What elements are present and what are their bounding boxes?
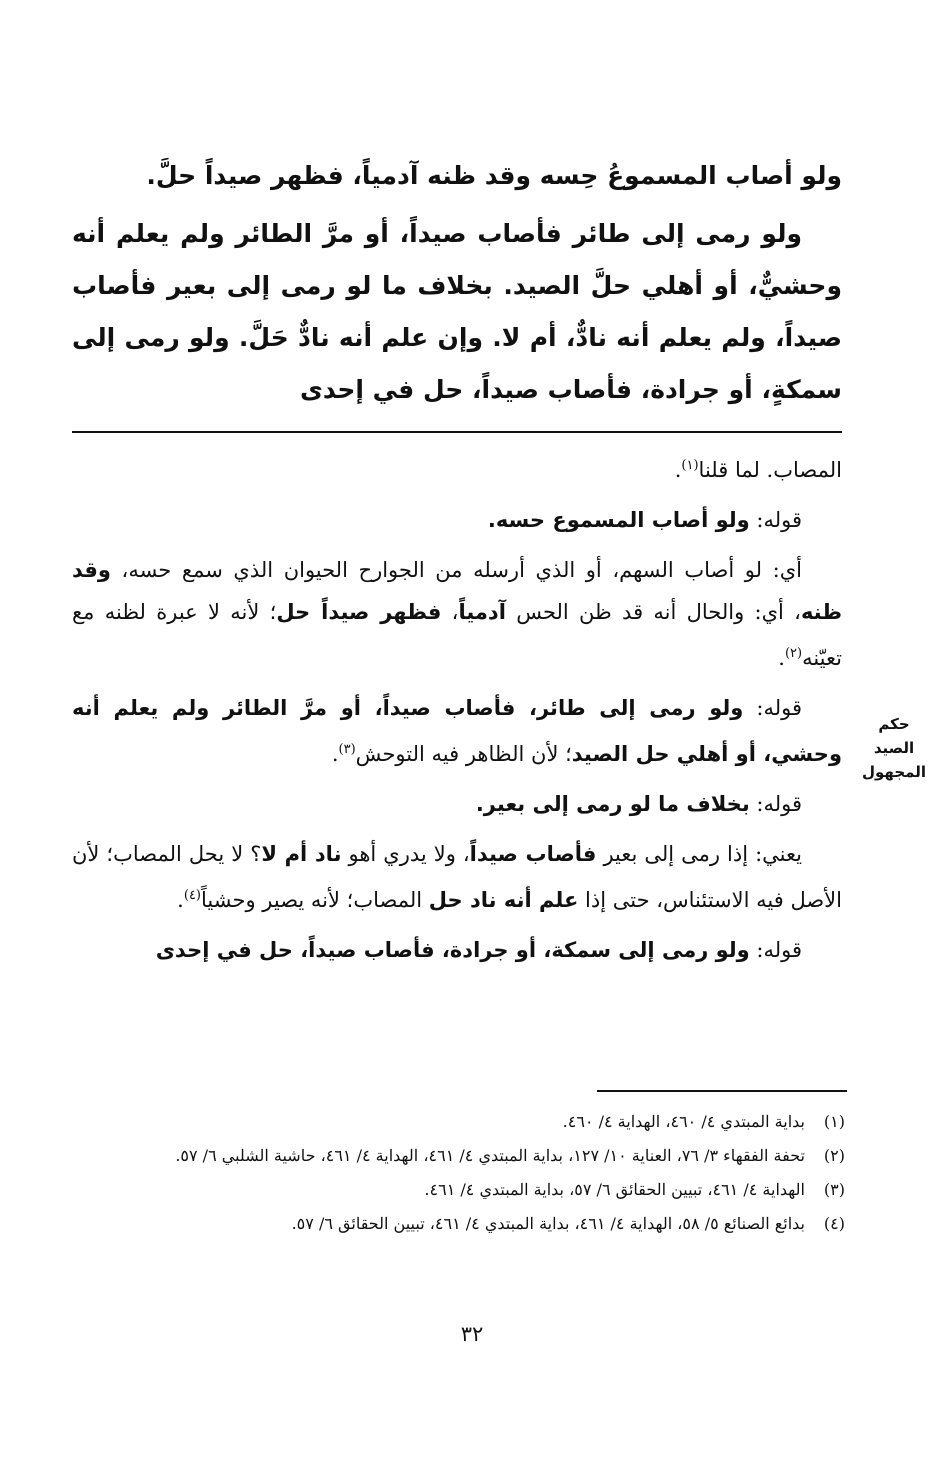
matn-paragraph-1: ولو أصاب المسموعُ حِسه وقد ظنه آدمياً، فظهر صيداً حلَّ. <box>146 161 842 190</box>
footnote-ref: (٢) <box>784 646 803 661</box>
footnote-ref: (٤) <box>183 888 201 903</box>
commentary-paragraph-7: قوله: ولو رمى إلى سمكة، أو جرادة، فأصاب صيداً، حل في إحدى <box>155 938 802 962</box>
footnotes <box>80 1105 845 1241</box>
commentary-paragraph-2: قوله: ولو أصاب المسموع حسه. <box>487 508 802 532</box>
footnote <box>80 1105 845 1139</box>
commentary-paragraph-5: قوله: بخلاف ما لو رمى إلى بعير. <box>475 792 802 816</box>
commentary-block <box>72 445 842 979</box>
commentary-paragraph-4: قوله: ولو رمى إلى طائر، فأصاب صيداً، أو مرَّ الطائر ولم يعلم أنه وحشي، أو أهلي حل الصيد؛ لأن الظاهر فيه التوحش$^{(٣)}$. <box>72 696 842 766</box>
footnote <box>80 1139 845 1173</box>
footnote-number: (١) <box>823 1112 845 1131</box>
main-text-block <box>72 150 842 416</box>
margin-heading-line: المجهول <box>862 763 926 781</box>
footnote-text: الهداية ٤/ ٤٦١، تبيين الحقائق ٦/ ٥٧، بداية المبتدي ٤/ ٤٦١. <box>424 1180 805 1199</box>
footnote-text: تحفة الفقهاء ٣/ ٧٦، العناية ١٠/ ١٢٧، بداية المبتدي ٤/ ٤٦١، الهداية ٤/ ٤٦١، حاشية الشلبي ٦/ ٥٧. <box>175 1146 805 1165</box>
margin-heading-line: حكم <box>878 715 910 733</box>
footnote-number: (٣) <box>823 1180 845 1199</box>
footnote-text: بدائع الصنائع ٥/ ٥٨، الهداية ٤/ ٤٦١، بداية المبتدي ٤/ ٤٦١، تبيين الحقائق ٦/ ٥٧. <box>291 1214 805 1233</box>
page-number: ٣٢ <box>460 1322 484 1346</box>
margin-heading <box>852 712 936 784</box>
matn-paragraph-2: ولو رمى إلى طائر فأصاب صيداً، أو مرَّ الطائر ولم يعلم أنه وحشيٌّ، أو أهلي حلَّ الصيد. بخلاف ما لو رمى إلى بعير فأصاب صيداً، ولم يعلم أنه نادٌّ، أم لا. وإن علم أنه نادٌّ حَلَّ. ولو رمى إلى سمكةٍ، أو جرادة، فأصاب صيداً، حل في إحدى <box>72 219 842 404</box>
commentary-paragraph-3: أي: لو أصاب السهم، أو الذي أرسله من الجوارح الحيوان الذي سمع حسه، وقد ظنه، أي: والحال أنه قد ظن الحس آدمياً، فظهر صيداً حل؛ لأنه لا عبرة لظنه مع تعيّنه$^{(٢)}$. <box>72 558 843 670</box>
footnote-ref: (١) <box>681 458 699 473</box>
footnote-ref: (٣) <box>338 742 356 757</box>
commentary-paragraph-6: يعني: إذا رمى إلى بعير فأصاب صيداً، ولا يدري أهو ناد أم لا؟ لا يحل المصاب؛ لأن الأصل فيه الاستئناس، حتى إذا علم أنه ناد حل المصاب؛ لأنه يصير وحشياً$^{(٤)}$. <box>72 842 842 912</box>
separator-line <box>72 431 842 433</box>
footnote-text: بداية المبتدي ٤/ ٤٦٠، الهداية ٤/ ٤٦٠. <box>562 1112 805 1131</box>
footnote-number: (٤) <box>823 1214 845 1233</box>
footnote-number: (٢) <box>823 1146 845 1165</box>
footnote-separator <box>597 1090 847 1092</box>
footnote <box>80 1207 845 1241</box>
commentary-paragraph-1: المصاب. لما قلنا$^{(١)}$. <box>674 458 842 482</box>
margin-heading-line: الصيد <box>873 739 915 757</box>
footnote <box>80 1173 845 1207</box>
